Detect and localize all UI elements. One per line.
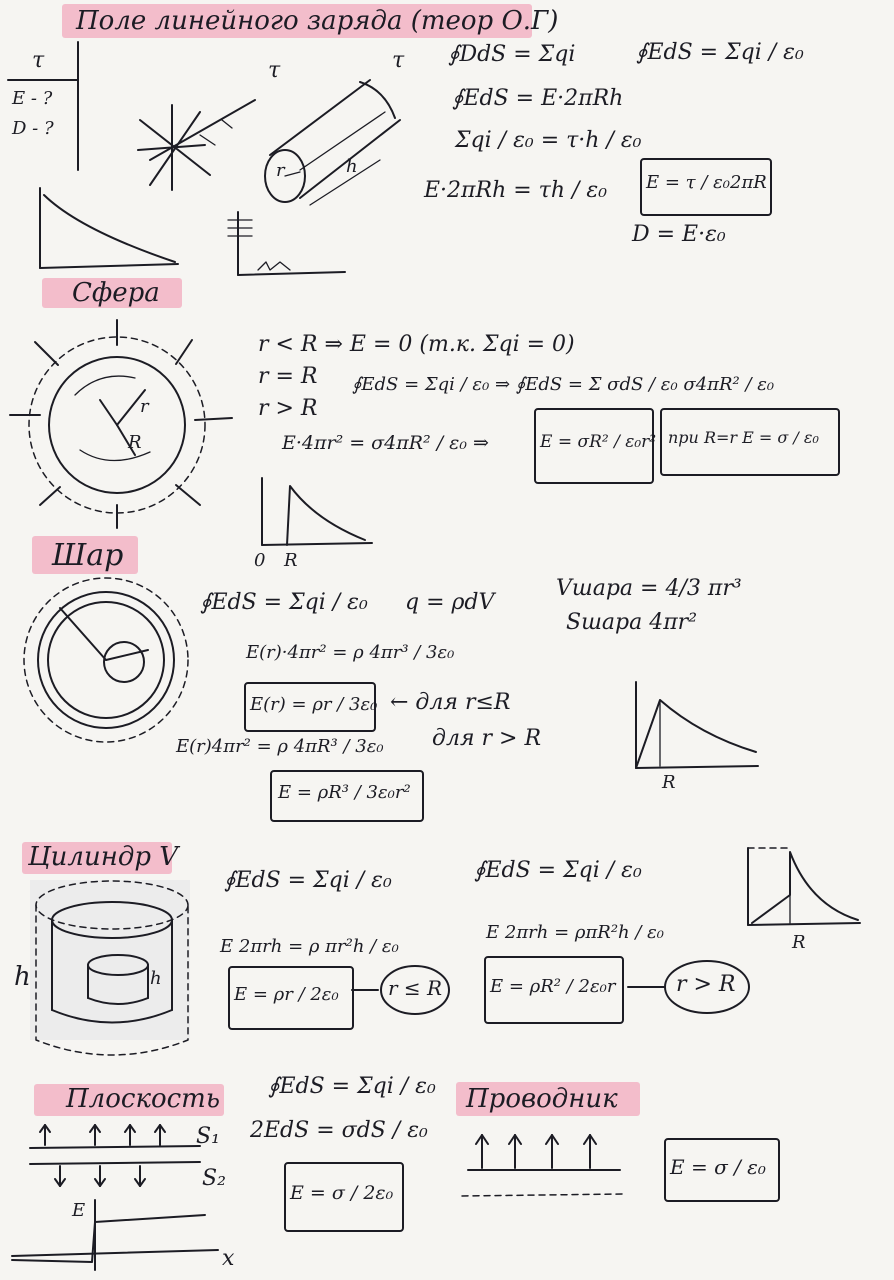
label-tau-cylinder: τ [392,48,405,73]
cylinder-title: Цилиндр V [28,842,179,872]
plane-title: Плоскость [66,1084,220,1114]
cylinder-formula-3: ∮EdS = Σqi / ε₀ [474,858,642,883]
given-tau: τ [32,48,45,73]
conductor-result: E = σ / ε₀ [670,1155,766,1179]
cylinder-result-2: E = ρR² / 2ε₀r [490,976,616,997]
plane-graph-e-label: E [72,1200,86,1221]
cylinder-label-h-outer: h [14,962,31,992]
ball-graph-r-label: R [662,772,676,793]
sphere-cond-2: r = R [258,364,318,389]
given-e: E - ? [12,88,53,109]
cylinder-result-1: E = ρr / 2ε₀ [234,984,339,1005]
charged-cylinder-volume-sketch [30,880,190,1055]
charged-ball-sketch [24,578,188,742]
charged-plane-sketch [30,1125,200,1186]
line-charge-formula-4: Σqi / ε₀ = τ·h / ε₀ [455,128,642,153]
sphere-title: Сфера [72,278,160,308]
ball-result-2: E = ρR³ / 3ε₀r² [278,782,411,803]
cylinder-label-h-inner: h [150,968,162,989]
sphere-graph-r-label: R [284,550,298,571]
sphere-graph-origin: 0 [254,550,266,571]
conductor-title: Проводник [466,1084,618,1114]
ball-area: Sшара 4πr² [566,610,698,635]
plane-result: E = σ / 2ε₀ [290,1182,394,1204]
line-charge-title: Поле линейного заряда (теор О.Г) [76,6,559,36]
line-charge-d-formula: D = E·ε₀ [632,222,726,247]
ball-title: Шар [52,538,124,573]
line-charge-formula-5: E·2πRh = τh / ε₀ [424,178,608,203]
sphere-label-big-r: R [128,432,142,453]
ball-formula-2: E(r)·4πr² = ρ 4πr³ / 3ε₀ [246,642,455,663]
cylinder-graph [748,848,860,925]
ball-cond-2: для r > R [432,726,542,751]
plane-graph [12,1200,218,1270]
charged-sphere-sketch [10,320,232,528]
sphere-result-2: при R=r E = σ / ε₀ [668,428,819,447]
label-tau-vectors: τ [268,58,281,83]
field-vectors-icon [138,100,255,190]
line-charge-formula-1: ∮DdS = Σqi [448,42,576,67]
cylinder-formula-4: E 2πrh = ρπR²h / ε₀ [486,922,665,943]
line-charge-formula-2: ∮EdS = Σqi / ε₀ [636,40,804,65]
label-h-cylinder: h [346,156,358,177]
ball-result-1: E(r) = ρr / 3ε₀ [250,694,378,715]
plane-graph-x-label: x [222,1246,235,1271]
line-charge-formula-3: ∮EdS = E·2πRh [452,86,624,111]
cylinder-formula-2: E 2πrh = ρ πr²h / ε₀ [220,936,399,957]
ball-cond-1: ← для r≤R [390,690,511,715]
sphere-cond-1: r < R ⇒ E = 0 (т.к. Σqi = 0) [258,332,575,357]
ball-volume: Vшара = 4/3 πr³ [556,576,742,601]
cylinder-cond-1: r ≤ R [388,976,443,1000]
sphere-formula-2: E·4πr² = σ4πR² / ε₀ ⇒ [282,432,489,454]
ball-formula-q: q = ρdV [405,590,495,615]
plane-formula-2: 2EdS = σdS / ε₀ [250,1118,428,1143]
plane-label-s1: S₁ [196,1124,220,1149]
label-r-cylinder: r [276,160,285,181]
ball-formula-3: E(r)4πr² = ρ 4πR³ / 3ε₀ [176,736,384,757]
charged-cylinder-sketch [265,80,400,205]
line-charge-small-graph [228,212,345,275]
cylinder-formula-1: ∮EdS = Σqi / ε₀ [224,868,392,893]
plane-formula-1: ∮EdS = Σqi / ε₀ [268,1074,436,1099]
sphere-cond-3: r > R [258,396,318,421]
sphere-result: E = σR² / ε₀r² [540,432,657,452]
line-charge-decay-graph [40,188,178,268]
ball-formula-1: ∮EdS = Σqi / ε₀ [200,590,368,615]
sphere-formula-1: ∮EdS = Σqi / ε₀ ⇒ ∮EdS = Σ σdS / ε₀ σ4πR² / ε₀ [352,374,775,395]
cylinder-graph-r-label: R [792,932,806,953]
conductor-sketch [462,1135,622,1196]
sphere-graph [262,478,372,545]
line-charge-result: E = τ / ε₀2πR [646,172,767,193]
given-d: D - ? [12,118,54,139]
ball-graph [636,682,758,768]
sphere-label-small-r: r [140,396,149,417]
plane-label-s2: S₂ [202,1166,226,1191]
cylinder-cond-2: r > R [676,972,736,997]
